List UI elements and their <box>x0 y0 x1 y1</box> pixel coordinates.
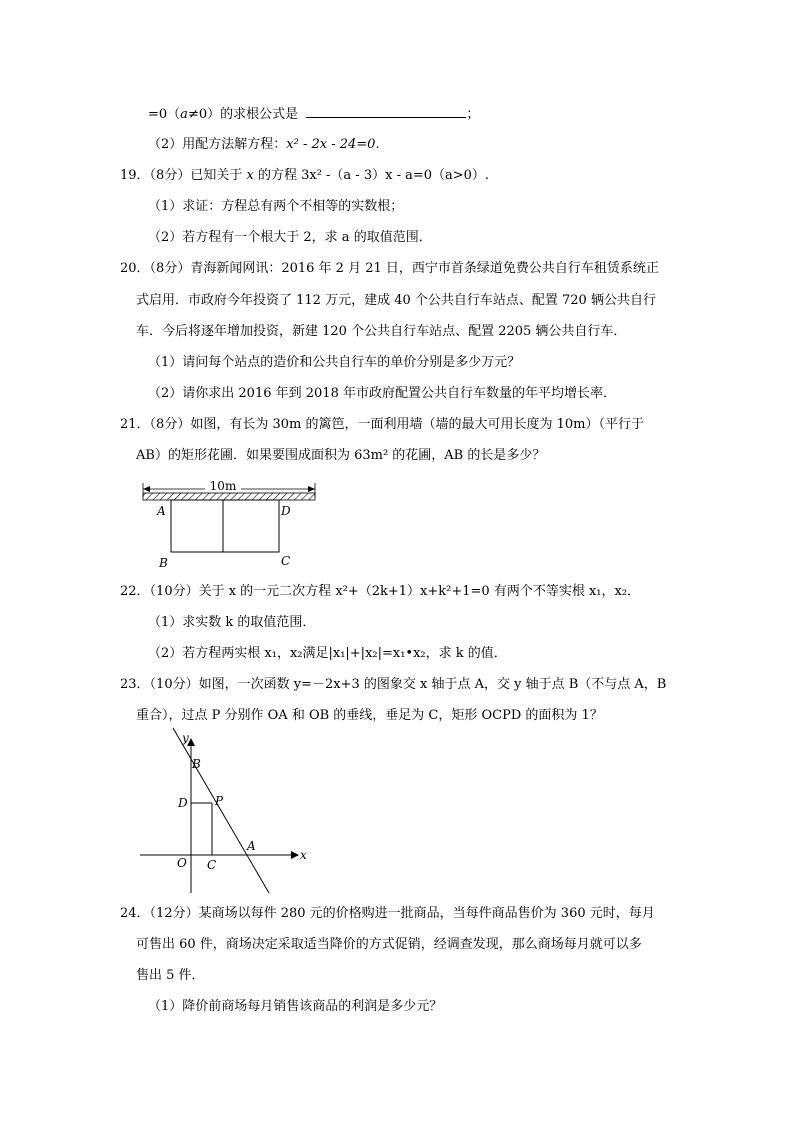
q23-l2: 重合），过点 P 分别作 OA 和 OB 的垂线，垂足为 C，矩形 OCPD 的面积为 1？ <box>136 708 603 723</box>
garden-figure <box>135 475 325 570</box>
wall <box>143 493 315 500</box>
label-P: P <box>215 794 224 808</box>
q19-stem: 19．（8分）已知关于 x 的方程 3x² -（a - 3）x - a=0（a>0）. <box>120 168 490 183</box>
q24-sub1: （1）降价前商场每月销售该商品的利润是多少元？ <box>148 999 443 1014</box>
q19-sub1: （1）求证：方程总有两个不相等的实数根； <box>148 199 404 214</box>
q21-l2: AB）的矩形花圃．如果要围成面积为 63m² 的花圃，AB 的长是多少？ <box>136 448 546 463</box>
label-C: C <box>281 554 291 568</box>
q21-l1: 21．（8分）如图，有长为 30m 的篱笆，一面利用墙（墙的最大可用长度为 10m）（平行于 <box>120 417 644 432</box>
q24-l2: 可售出 60 件，商场决定采取适当降价的方式促销，经调查发现，那么商场每月就可以多 <box>136 937 642 952</box>
arrow-left-icon <box>143 486 150 492</box>
label-B: B <box>192 757 201 771</box>
garden-rect <box>171 500 279 552</box>
function-graph-figure <box>135 728 315 898</box>
q19-sub2: （2）若方程有一个根大于 2，求 a 的取值范围． <box>148 230 432 245</box>
q22-sub1: （1）求实数 k 的取值范围． <box>148 615 316 630</box>
label-B: B <box>159 556 168 570</box>
q20-l1: 20．（8分）青海新闻网讯：2016 年 2 月 21 日，西宁市首条绿道免费公共自行车租赁系统正 <box>120 261 659 276</box>
label-D: D <box>281 504 291 518</box>
answer-blank[interactable] <box>306 105 466 118</box>
label-D: D <box>178 796 188 810</box>
label-C: C <box>207 858 217 872</box>
label-x: x <box>300 848 307 862</box>
arrow-right-icon <box>308 486 315 492</box>
q24-l3: 售出 5 件． <box>136 968 205 983</box>
wall-length-label: 10m <box>209 479 237 493</box>
label-O: O <box>177 856 187 870</box>
q18-part2: （2）用配方法解方程：x² - 2x - 24=0. <box>148 137 380 152</box>
q22-sub2: （2）若方程两实根 x₁，x₂满足|x₁|+|x₂|=x₁•x₂，求 k 的值． <box>148 646 507 661</box>
label-A: A <box>247 839 256 853</box>
q20-sub1: （1）请问每个站点的造价和公共自行车的单价分别是多少万元？ <box>148 355 521 370</box>
q22-l1: 22．（10分）关于 x 的一元二次方程 x²+（2k+1）x+k²+1=0 有两个不等实根 x₁，x₂． <box>120 584 641 599</box>
x-axis-arrow-icon <box>291 851 299 859</box>
q24-l1: 24．（12分）某商场以每件 280 元的价格购进一批商品，当每件商品售价为 360 元时，每月 <box>120 906 655 921</box>
label-A: A <box>157 504 166 518</box>
q23-l1: 23．（10分）如图，一次函数 y=－2x+3 的图象交 x 轴于点 A，交 y 轴于点 B（不与点 A，B <box>120 677 667 692</box>
label-y: y <box>182 731 189 745</box>
function-line <box>173 728 269 893</box>
q20-sub2: （2）请你求出 2016 年到 2018 年市政府配置公共自行车数量的年平均增长率． <box>148 386 616 401</box>
q20-l3: 车．今后将逐年增加投资，新建 120 个公共自行车站点、配置 2205 辆公共自行车． <box>136 324 627 339</box>
q20-l2: 式启用．市政府今年投资了 112 万元，建成 40 个公共自行车站点、配置 720 辆公共自行 <box>136 293 656 308</box>
q18-line1: =0（a≠0）的求根公式是 ； <box>148 107 480 122</box>
